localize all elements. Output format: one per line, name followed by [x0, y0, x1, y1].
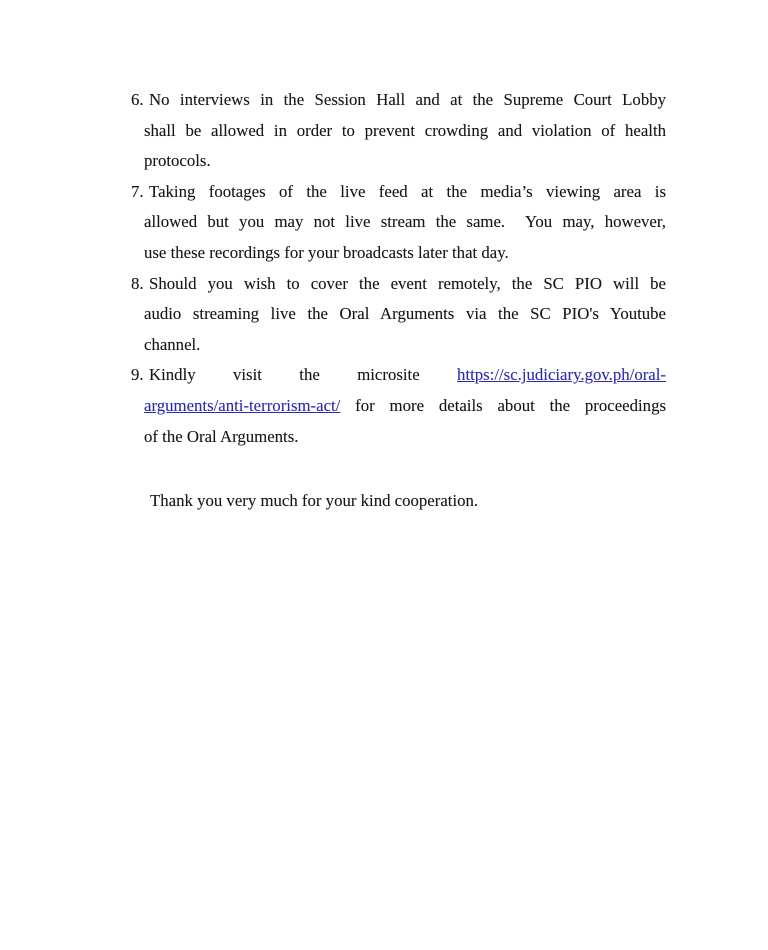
microsite-link[interactable]: arguments/anti-terrorism-act/: [144, 395, 341, 415]
text-segment: channel.: [144, 334, 201, 354]
list-item-7: [131, 177, 666, 269]
text-segment: Should you wish to cover the event remotely, the SC PIO will be: [149, 273, 666, 293]
text-segment: use these recordings for your broadcasts later that day.: [144, 242, 509, 262]
text-line: [144, 85, 666, 116]
text-segment: No interviews in the Session Hall and at the Supreme Court Lobby: [149, 90, 666, 109]
text-line: [144, 391, 666, 422]
text-line: [144, 177, 666, 208]
text-segment: allowed but you may not live stream the same. You may, however,: [144, 212, 666, 232]
text-segment: for more details about the proceedings: [340, 395, 666, 415]
list-number: 7.: [131, 181, 144, 201]
text-line: [144, 207, 666, 238]
list-number: 9.: [131, 365, 144, 385]
list-number: 6.: [131, 90, 144, 109]
numbered-list: [131, 85, 666, 452]
text-line: [144, 330, 666, 361]
text-segment: shall be allowed in order to prevent crowding and violation of health: [144, 120, 666, 140]
closing-line: Thank you very much for your kind cooperation.: [150, 491, 479, 511]
text-line: [144, 422, 666, 453]
text-segment: protocols.: [144, 151, 211, 171]
text-segment: of the Oral Arguments.: [144, 426, 299, 446]
microsite-link[interactable]: https://sc.judiciary.gov.ph/oral-: [457, 365, 666, 385]
text-segment: Taking footages of the live feed at the media’s viewing area is: [149, 181, 666, 201]
document-body: [131, 85, 666, 517]
list-item-8: [131, 269, 666, 361]
text-line: [144, 146, 666, 177]
text-segment: audio streaming live the Oral Arguments via the SC PIO's Youtube: [144, 304, 666, 324]
text-line: [144, 360, 666, 391]
list-item-9: [131, 360, 666, 452]
text-line: [144, 299, 666, 330]
text-line: [144, 116, 666, 147]
text-line: [144, 238, 666, 269]
list-number: 8.: [131, 273, 144, 293]
text-segment: Kindly visit the microsite: [149, 365, 458, 385]
text-line: [144, 269, 666, 300]
list-item-6: [131, 85, 666, 177]
